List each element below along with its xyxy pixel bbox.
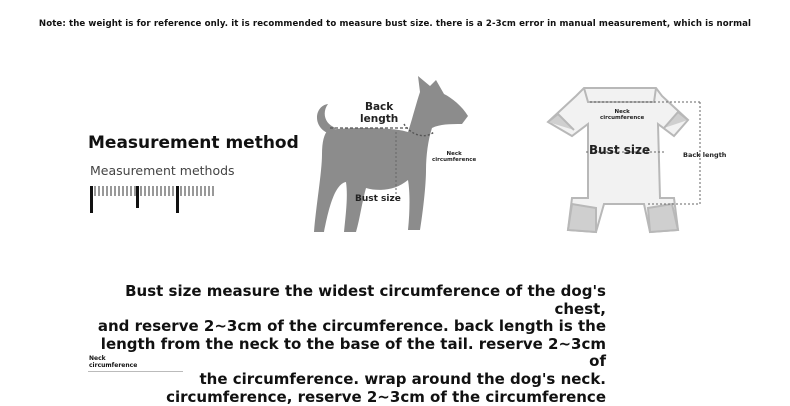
description-line-3: length from the neck to the base of the tail. reserve 2~3cm of [100, 334, 606, 371]
divider-line [88, 371, 183, 372]
bottom-neck-line2: circumference [89, 362, 138, 369]
dog-neck-line1: Neck [446, 151, 462, 157]
garment-neck-label [600, 109, 644, 121]
description-line-1: Bust size measure the widest circumference of the dog's chest, [125, 282, 606, 318]
description-line-2: and reserve 2~3cm of the circumference. back length is the [97, 317, 606, 336]
description-line-4: the circumference. wrap around the dog's neck. [199, 369, 606, 388]
ruler-icon [90, 186, 220, 214]
garment-neck-line1: Neck [614, 109, 630, 115]
description-line-5: circumference, reserve 2~3cm of the circumference [166, 387, 606, 406]
dog-garment-illustration [538, 80, 728, 240]
bottom-neck-line1: Neck [89, 355, 106, 362]
measurement-description [80, 283, 606, 406]
garment-bust-label: Bust size [589, 143, 651, 157]
measurement-method-title: Measurement method [88, 133, 299, 153]
dog-neck-label [432, 151, 476, 163]
dog-back-length-line2: length [360, 113, 399, 125]
dog-back-length-label [360, 101, 398, 125]
garment-back-length-label: Back length [683, 151, 727, 159]
dog-bust-label: Bust size [355, 194, 401, 204]
garment-neck-line2: circumference [600, 115, 645, 121]
measurement-methods-subtitle: Measurement methods [90, 163, 235, 178]
dog-neck-line2: circumference [432, 157, 477, 163]
reference-note: Note: the weight is for reference only. it is recommended to measure bust size. there is a 2-3cm error in manual measurement, which is normal [38, 19, 752, 29]
dog-back-length-line1: Back [364, 101, 394, 113]
bottom-neck-label [89, 355, 137, 369]
